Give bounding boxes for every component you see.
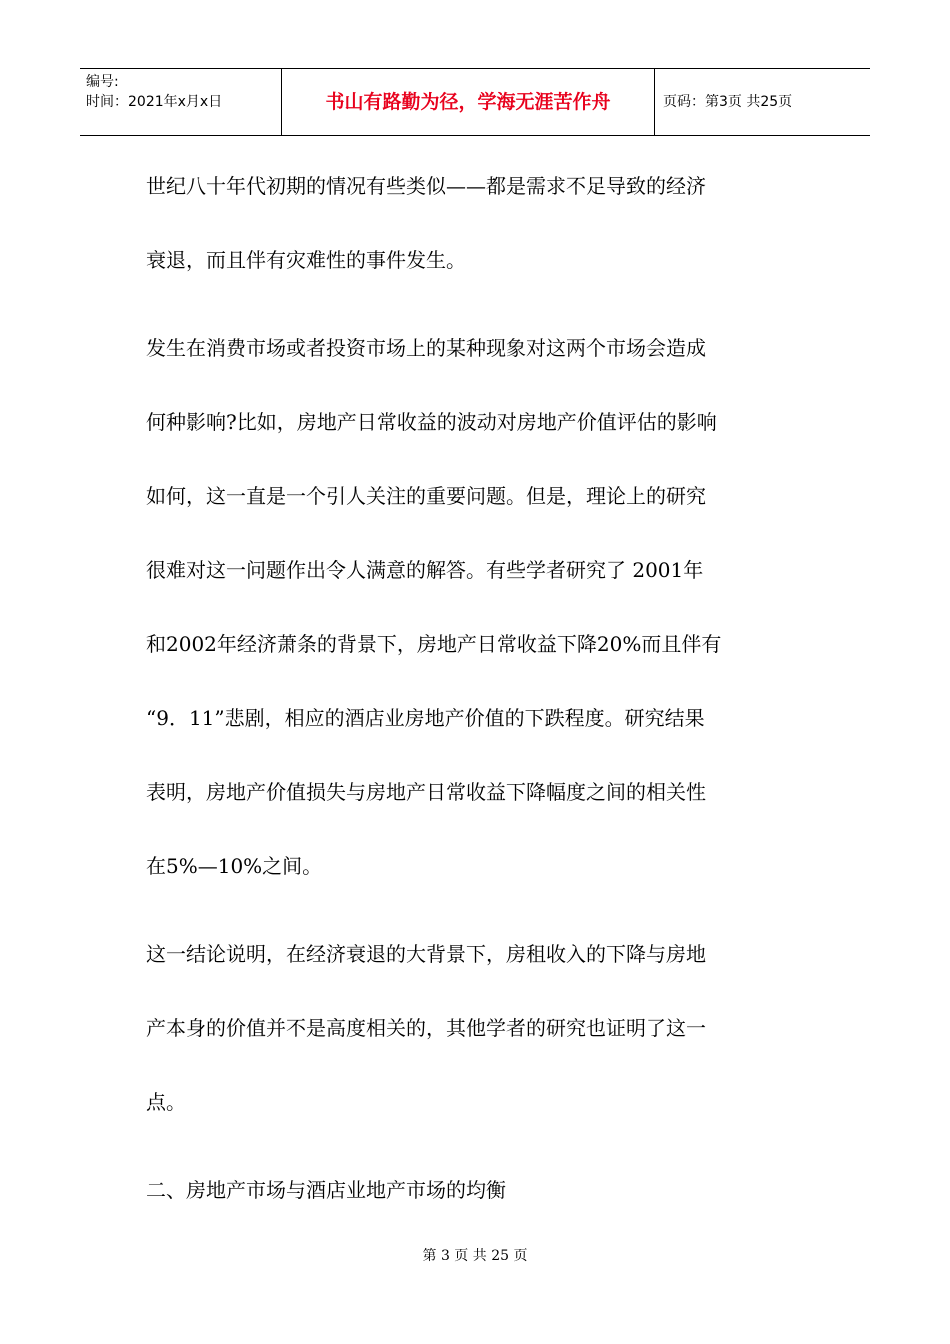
header-motto: 书山有路勤为径，学海无涯苦作舟 [282,69,655,135]
body-line: 在5%—10%之间。 [146,854,323,878]
page-footer: 第 3 页 共 25 页 [422,1248,528,1264]
body-line: 很难对这一问题作出令人满意的解答。有些学者研究了 2001年 [146,558,704,582]
body-line: 如何，这一直是一个引人关注的重要问题。但是，理论上的研究 [146,484,706,508]
body-line: 世纪八十年代初期的情况有些类似——都是需求不足导致的经济 [146,174,706,198]
document-number-label: 编号: [86,74,119,90]
body-line: “9．11”悲剧，相应的酒店业房地产价值的下跌程度。研究结果 [146,706,705,730]
body-line: 衰退，而且伴有灾难性的事件发生。 [146,248,466,272]
document-date-label: 时间：2021年x月x日 [86,94,223,110]
body-line: 发生在消费市场或者投资市场上的某种现象对这两个市场会造成 [146,336,706,360]
page-header [80,68,870,136]
body-line: 点。 [146,1090,186,1114]
document-body [146,168,826,1246]
body-line: 何种影响?比如，房地产日常收益的波动对房地产价值评估的影响 [146,410,717,434]
header-page-number: 页码：第3页 共25页 [663,94,793,110]
section-heading: 二、房地产市场与酒店业地产市场的均衡 [146,1178,506,1202]
body-line: 表明，房地产价值损失与房地产日常收益下降幅度之间的相关性 [146,780,706,804]
body-line: 产本身的价值并不是高度相关的，其他学者的研究也证明了这一 [146,1016,706,1040]
header-info-cell [80,69,282,135]
body-line: 这一结论说明，在经济衰退的大背景下，房租收入的下降与房地 [146,942,706,966]
body-line: 和2002年经济萧条的背景下，房地产日常收益下降20%而且伴有 [146,632,722,656]
